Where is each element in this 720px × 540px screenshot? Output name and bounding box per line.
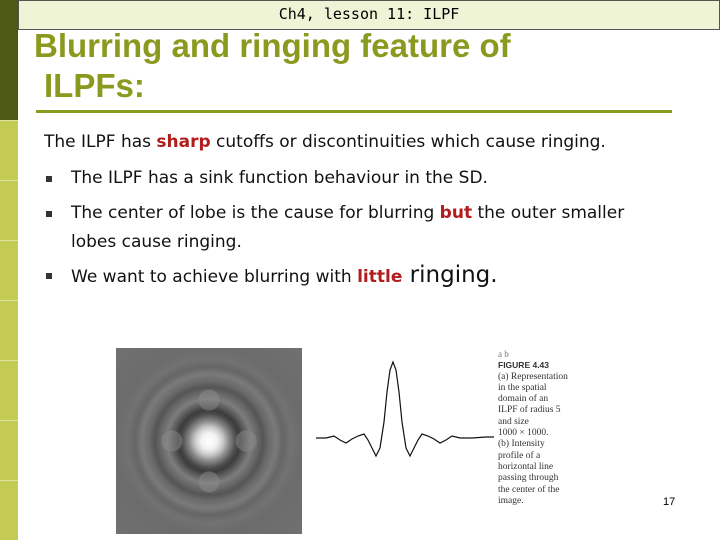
ilpf-spatial-image — [116, 348, 302, 534]
intro-highlight: sharp — [156, 132, 211, 152]
bullet-text-after: the outer smaller — [472, 203, 625, 223]
intro-after: cutoffs or discontinuities which cause ringing. — [210, 132, 606, 152]
bullet-marker — [46, 176, 52, 182]
caption-line: passing through — [498, 473, 559, 484]
side-bar-divider — [0, 420, 18, 421]
intensity-profile-line — [316, 362, 494, 456]
page-number: 17 — [663, 496, 676, 508]
intro-text — [44, 132, 606, 152]
caption-line: ILPF of radius 5 — [498, 405, 561, 416]
caption-line: (a) Representation — [498, 371, 568, 382]
bullet-marker — [46, 273, 52, 279]
figure-panel-labels: a b — [498, 349, 509, 359]
caption-line: 1000 × 1000. — [498, 428, 549, 439]
title-line-1: Blurring and ringing feature of — [34, 27, 511, 64]
title-underline — [36, 110, 672, 113]
side-bar-divider — [0, 240, 18, 241]
side-bar-divider — [0, 180, 18, 181]
bullet-text-before: We want to achieve blurring with — [71, 267, 358, 287]
bullet-text-after: ringing. — [402, 262, 498, 288]
figure-label: FIGURE 4.43 — [498, 360, 550, 371]
bullet-text: The ILPF has a sink function behaviour in the SD. — [71, 168, 488, 188]
bullet-item — [71, 165, 488, 192]
course-title: Ch4, lesson 11: ILPF — [278, 5, 460, 23]
caption-line: the center of the — [498, 484, 560, 495]
title-line-2: ILPFs: — [44, 67, 145, 104]
caption-line: profile of a — [498, 450, 541, 461]
intensity-profile-plot — [316, 352, 494, 472]
bullet-item — [71, 200, 624, 227]
bullet-item — [71, 262, 498, 291]
bullet-highlight: little — [357, 267, 403, 287]
bullet-text-before: The center of lobe is the cause for blurring — [71, 203, 440, 223]
caption-line: in the spatial — [498, 382, 547, 393]
side-bar-divider — [0, 300, 18, 301]
caption-line: domain of an — [498, 394, 549, 405]
bullet-highlight: but — [439, 203, 473, 223]
intro-before: The ILPF has — [44, 132, 157, 152]
side-bar-divider — [0, 480, 18, 481]
caption-line: (b) Intensity — [498, 439, 545, 450]
side-bar-divider — [0, 120, 18, 121]
caption-line: and size — [498, 416, 529, 427]
side-bar-dark-band — [0, 0, 18, 120]
bullet-item-continuation: lobes cause ringing. — [71, 232, 242, 252]
caption-line: horizontal line — [498, 461, 554, 472]
slide-title — [34, 26, 634, 106]
figure-caption — [498, 349, 590, 507]
bullet-marker — [46, 211, 52, 217]
side-bar-divider — [0, 360, 18, 361]
caption-line: image. — [498, 495, 524, 506]
side-bar — [0, 0, 18, 540]
